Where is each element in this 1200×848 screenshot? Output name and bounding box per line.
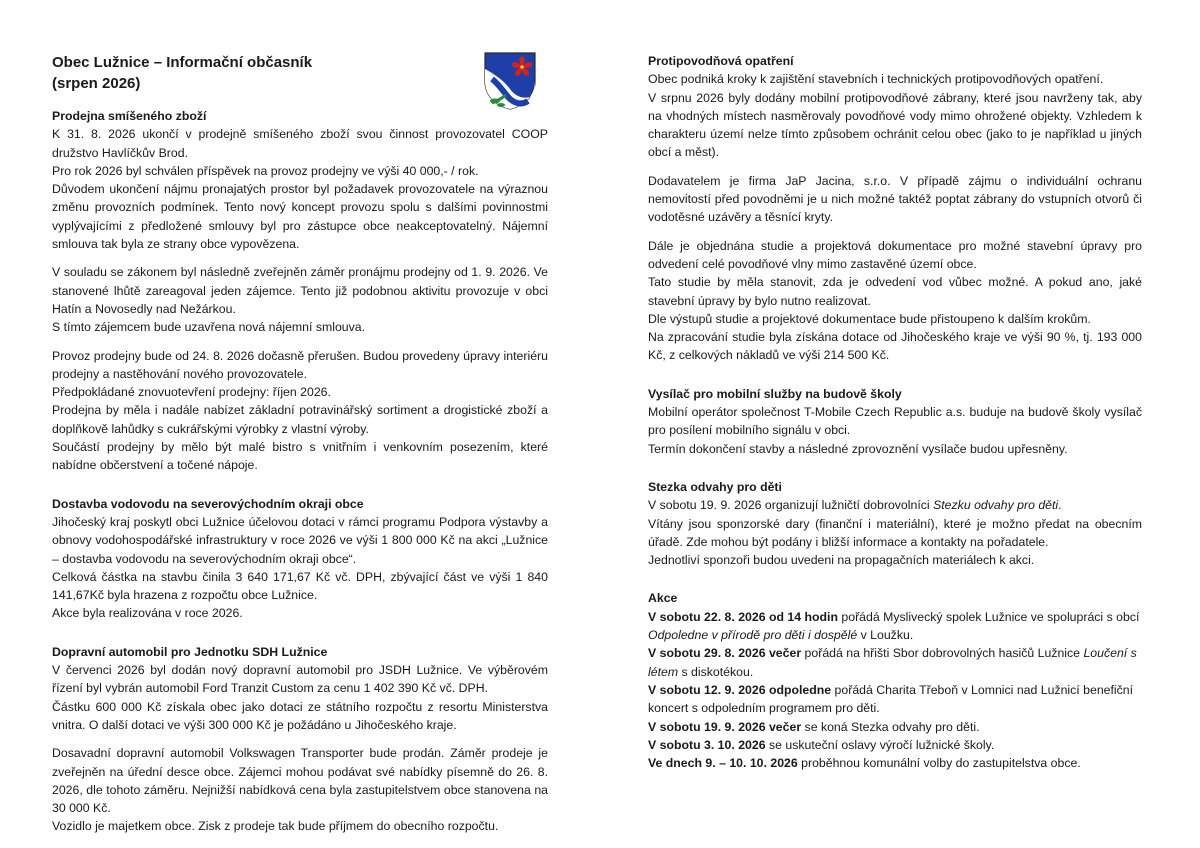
automobil-p3: Dosavadní dopravní automobil Volkswagen Transporter bude prodán. Záměr prodeje je zveřejněn na úřední desce obce. Zájemci mohou podávat své nabídky písemně do 26. 8. 2026, dle tohoto záměru. Nejnižší nabídková cena byla zastupitelstvem obce stanovena na 30 000 Kč. bbox=[52, 746, 548, 816]
heading-vysilac: Vysílač pro mobilní služby na budově školy bbox=[648, 386, 902, 401]
akce-event-6-date: Ve dnech 9. – 10. 10. 2026 bbox=[648, 756, 798, 771]
stezka-p2: Vítány jsou sponzorské dary (finanční i materiální), které je možno předat na obecním úřadě. Zde mohou být podány i bližší informace a kontakty na pořadatele. bbox=[648, 516, 1142, 549]
heading-vodovod: Dostavba vodovodu na severovýchodním okraji obce bbox=[52, 496, 364, 511]
vodovod-p2: Celková částka na stavbu činila 3 640 171,67 Kč vč. DPH, zbývající část ve výši 1 840 141,67Kč byla hrazena z rozpočtu obce Lužnice. bbox=[52, 569, 548, 603]
akce-event-4-text: se koná Stezka odvahy pro děti. bbox=[801, 719, 980, 734]
protipovodnova-p5: Tato studie by měla stanovit, zda je odvedení vod vůbec možné. A pokud ano, jaké stavební úpravy by bylo nutno realizovat. bbox=[648, 275, 1142, 308]
protipovodnova-p2: V srpnu 2026 byly dodány mobilní protipovodňové zábrany, které jsou navrženy tak, aby na vhodných místech nasměrovaly povodňové vody mimo ohrožené objekty. Vzhledem k charakteru území nelze tímto způsobem ochránit celou obec (jako to je například u jiných obcí a měst). bbox=[648, 90, 1142, 160]
section-stezka bbox=[648, 478, 1142, 569]
page-title bbox=[52, 52, 312, 94]
stezka-p1-text: V sobotu 19. 9. 2026 organizují lužničtí dobrovolníci bbox=[648, 498, 934, 513]
vysilac-p1: Mobilní operátor společnost T-Mobile Czech Republic a.s. buduje na budově školy vysílač pro posílení mobilního signálu v obci. bbox=[648, 405, 1142, 438]
stezka-p1-end: . bbox=[1058, 498, 1062, 513]
akce-event-5 bbox=[648, 736, 1142, 754]
akce-event-5-text: se uskuteční oslavy výročí lužnické školy. bbox=[765, 737, 995, 752]
stezka-p1-em: Stezku odvahy pro děti bbox=[933, 498, 1059, 513]
akce-event-6 bbox=[648, 754, 1142, 772]
prodejna-p6: Provoz prodejny bude od 24. 8. 2026 dočasně přerušen. Budou provedeny úpravy interiéru prodejny a nastěhování nového provozovatele. bbox=[52, 348, 548, 381]
akce-event-3-text: pořádá Charita Třeboň v Lomnici nad Lužnicí benefiční koncert s odpoledním programem pro děti. bbox=[648, 682, 1134, 716]
akce-event-3 bbox=[648, 681, 1142, 718]
prodejna-p9: Součástí prodejny by mělo být malé bistro s vnitřním i venkovním posezením, které nabídne občerstvení a točené nápoje. bbox=[52, 440, 548, 473]
heading-stezka: Stezka odvahy pro děti bbox=[648, 479, 782, 494]
protipovodnova-p6: Dle výstupů studie a projektové dokumentace bude přistoupeno k dalším krokům. bbox=[648, 311, 1091, 326]
akce-event-2 bbox=[648, 644, 1142, 681]
title-line-1: Obec Lužnice – Informační občasník bbox=[52, 54, 313, 71]
prodejna-p8: Prodejna by měla i nadále nabízet základní potravinářský sortiment a drogistické zboží a doplňkově lahůdky s cukrářskými výrobky z vlastní výroby. bbox=[52, 403, 548, 436]
akce-event-5-date: V sobotu 3. 10. 2026 bbox=[648, 737, 766, 752]
prodejna-p4: V souladu se zákonem byl následně zveřejněn záměr pronájmu prodejny od 1. 9. 2026. Ve stanovené lhůtě zareagoval jeden zájemce. Tento již podobnou aktivitu provozuje v obci Hatín a Novosedly nad Nežárkou. bbox=[52, 265, 548, 316]
automobil-p4: Vozidlo je majetkem obce. Zisk z prodeje tak bude příjmem do obecního rozpočtu. bbox=[52, 819, 499, 834]
title-line-2: (srpen 2026) bbox=[52, 75, 141, 92]
automobil-p1: V červenci 2026 byl dodán nový dopravní automobil pro JSDH Lužnice. Ve výběrovém řízení byl vybrán automobil Ford Tranzit Custom za cenu 1 402 390 Kč vč. DPH. bbox=[52, 663, 548, 696]
akce-event-2-text: pořádá na hřišti Sbor dobrovolných hasičů Lužnice bbox=[801, 646, 1084, 661]
akce-event-6-text: proběhnou komunální volby do zastupitelstva obce. bbox=[797, 756, 1081, 771]
section-vodovod bbox=[52, 495, 548, 623]
stezka-p1 bbox=[648, 496, 1142, 514]
akce-event-2-end: s diskotékou. bbox=[678, 664, 754, 679]
section-prodejna bbox=[52, 107, 548, 475]
prodejna-p1: K 31. 8. 2026 ukončí v prodejně smíšeného zboží svou činnost provozovatel COOP družstvo Havlíčkův Brod. bbox=[52, 127, 548, 160]
akce-event-4-date: V sobotu 19. 9. 2026 večer bbox=[648, 719, 802, 734]
akce-event-1-title: Odpoledne v přírodě pro děti i dospělé bbox=[648, 628, 858, 643]
akce-event-3-date: V sobotu 12. 9. 2026 odpoledne bbox=[648, 682, 832, 697]
section-protipovodnova bbox=[648, 52, 1142, 365]
section-vysilac bbox=[648, 385, 1142, 458]
prodejna-p2: Pro rok 2026 byl schválen příspěvek na provoz prodejny ve výši 40 000,- / rok. bbox=[52, 163, 479, 178]
vodovod-p1: Jihočeský kraj poskytl obci Lužnice účelovou dotaci v rámci programu Podpora výstavby a obnovy vodohospodářské infrastruktury v roce 2026 ve výši 1 800 000 Kč na akci „Lužnice – dostavba vodovodu na severovýchodním okraji obce“. bbox=[52, 514, 548, 566]
section-automobil bbox=[52, 643, 548, 836]
prodejna-p3: Důvodem ukončení nájmu pronajatých prostor byl požadavek provozovatele na výraznou změnu provozních podmínek. Tento nový koncept provozu spolu s dalšími povinnostmi vyplývajícími z předložené smlouvy byl pro zástupce obce neakceptovatelný. Nájemní smlouva tak byla ze strany obce vypovězena. bbox=[52, 182, 548, 252]
automobil-p2: Částku 600 000 Kč získala obec jako dotaci ze státního rozpočtu z resortu Ministerstva vnitra. O další dotaci ve výši 300 000 Kč je požádáno u Jihočeského kraje. bbox=[52, 699, 548, 732]
stezka-p3: Jednotliví sponzoři budou uvedeni na propagačních materiálech k akci. bbox=[648, 553, 1035, 568]
heading-prodejna: Prodejna smíšeného zboží bbox=[52, 109, 207, 123]
vodovod-p3: Akce byla realizována v roce 2026. bbox=[52, 606, 243, 621]
heading-protipovodnova: Protipovodňová opatření bbox=[648, 54, 794, 68]
prodejna-p5: S tímto zájemcem bude uzavřena nová nájemní smlouva. bbox=[52, 320, 366, 335]
protipovodnova-p4: Dále je objednána studie a projektová dokumentace pro možné stavební úpravy pro odvedení celé povodňové vlny mimo zastavěné území obce. bbox=[648, 238, 1142, 271]
section-akce bbox=[648, 589, 1142, 772]
protipovodnova-p7: Na zpracování studie byla získána dotace od Jihočeského kraje ve výši 90 %, tj. 193 000 Kč, z celkových nákladů ve výši 214 500 Kč. bbox=[648, 330, 1142, 363]
municipal-crest-icon bbox=[482, 51, 538, 111]
prodejna-p7: Předpokládané znovuotevření prodejny: říjen 2026. bbox=[52, 385, 331, 400]
akce-event-2-date: V sobotu 29. 8. 2026 večer bbox=[648, 646, 802, 661]
protipovodnova-p1: Obec podniká kroky k zajištění stavebních i technických protipovodňových opatření. bbox=[648, 72, 1104, 87]
akce-event-1 bbox=[648, 608, 1142, 645]
akce-event-1-text: pořádá Myslivecký spolek Lužnice ve spolupráci s obcí bbox=[837, 609, 1140, 624]
heading-automobil: Dopravní automobil pro Jednotku SDH Lužnice bbox=[52, 644, 328, 659]
akce-event-2-title: Loučení s létem bbox=[648, 646, 1137, 679]
akce-event-1-date: V sobotu 22. 8. 2026 od 14 hodin bbox=[648, 609, 838, 624]
vysilac-p2: Termín dokončení stavby a následné zprovoznění vysílače budou upřesněny. bbox=[648, 441, 1068, 456]
protipovodnova-p3: Dodavatelem je firma JaP Jacina, s.r.o. V případě zájmu o individuální ochranu nemovitostí před povodněmi je u nich možné taktéž poptat zábrany do vstupních otvorů či vodotěsné uzávěry a těsnící kryty. bbox=[648, 173, 1142, 225]
heading-akce: Akce bbox=[648, 591, 678, 606]
akce-event-1-place: v Loužku. bbox=[857, 628, 914, 643]
left-column bbox=[52, 107, 548, 836]
right-column bbox=[648, 52, 1142, 772]
akce-event-4 bbox=[648, 718, 1142, 736]
